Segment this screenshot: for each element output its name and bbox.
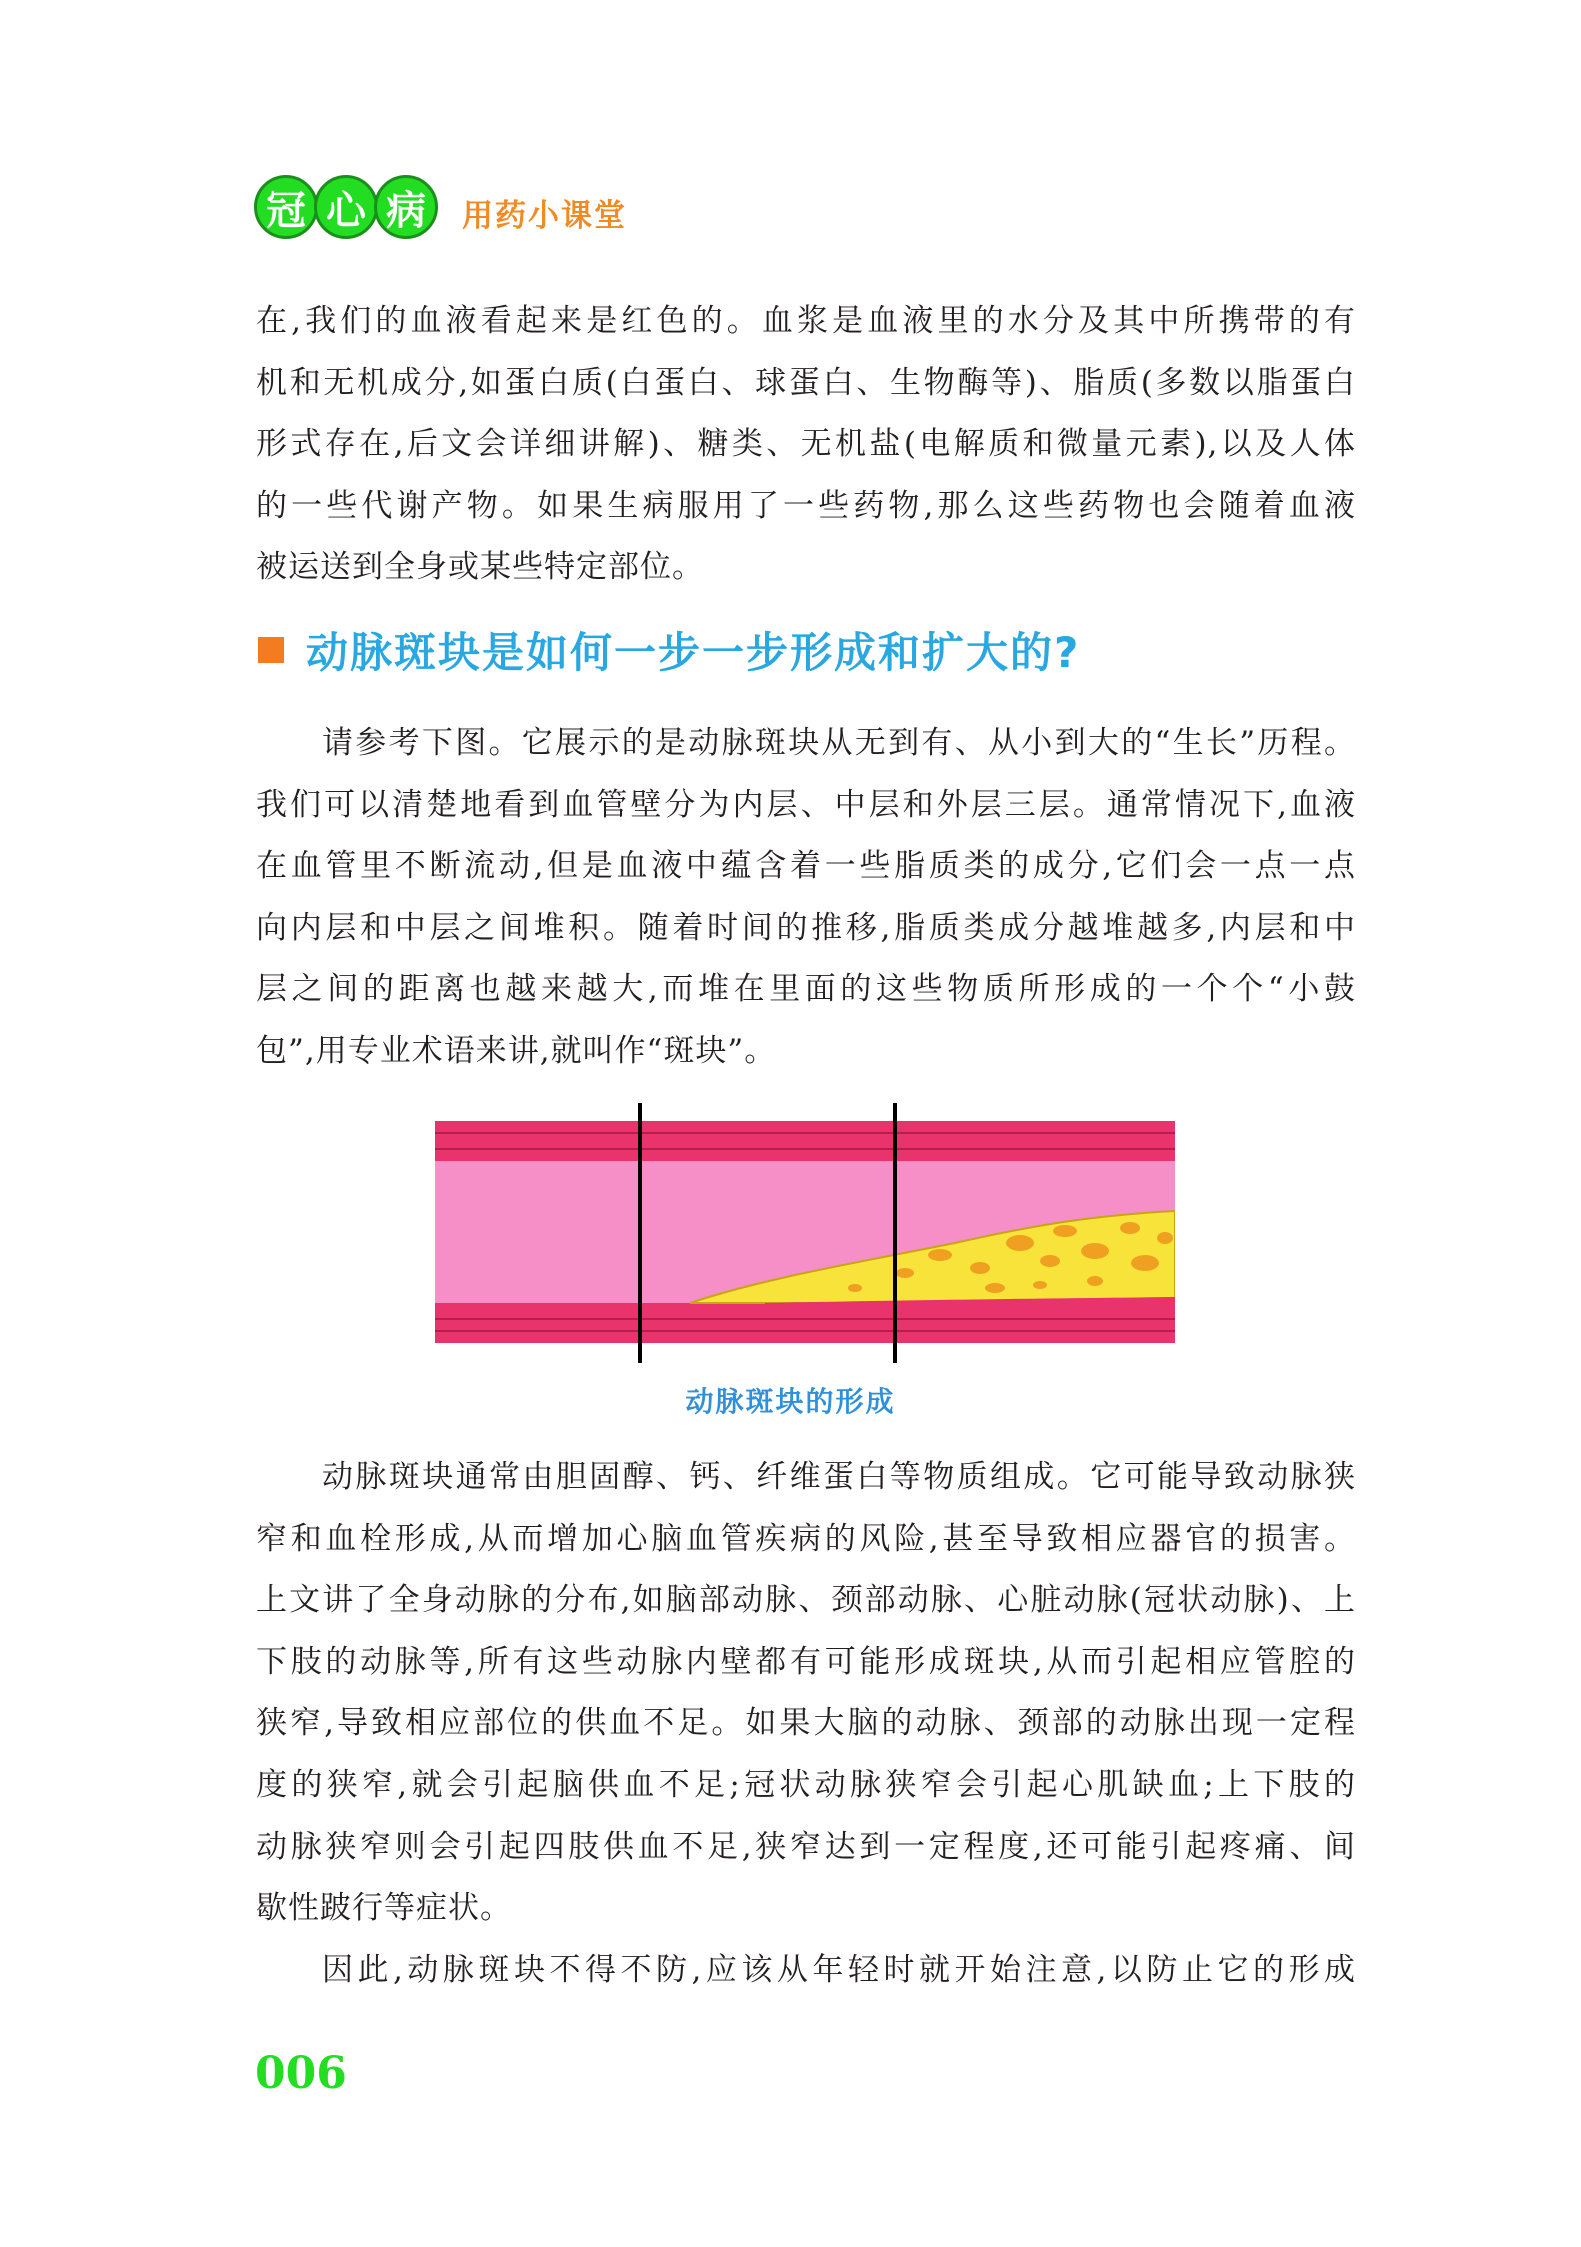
figure-caption: 动脉斑块的形成 [685,1385,896,1418]
book-header-logo [254,172,627,242]
text-line: 向内层和中层之间堆积。随着时间的推移,脂质类成分越堆越多,内层和中 [256,909,1356,946]
text-line: 在血管里不断流动,但是血液中蕴含着一些脂质类的成分,它们会一点一点 [256,848,1356,885]
logo-char: 病 [374,175,438,239]
square-bullet-icon [258,637,284,663]
paragraph-3 [256,1447,1356,1940]
vessel-wall-top [435,1121,1175,1161]
paragraph-2 [256,713,1356,1083]
text-line: 因此,动脉斑块不得不防,应该从年轻时就开始注意,以防止它的形成 [322,1952,1356,1988]
section-heading-text: 动脉斑块是如何一步一步形成和扩大的? [306,628,1081,677]
logo-title [254,175,434,239]
logo-subtitle: 用药小课堂 [462,197,627,234]
text-line: 我们可以清楚地看到血管壁分为内层、中层和外层三层。通常情况下,血液 [256,786,1356,823]
paragraph-1 [256,291,1356,599]
text-line: 动脉斑块通常由胆固醇、钙、纤维蛋白等物质组成。它可能导致动脉狭 [322,1459,1356,1495]
text-line: 窄和血栓形成,从而增加心脑血管疾病的风险,甚至导致相应器官的损害。 [256,1520,1356,1557]
text-line: 歇性跛行等症状。 [256,1890,512,1927]
logo-char: 心 [314,175,378,239]
section-heading [258,620,1080,680]
text-line: 层之间的距离也越来越大,而堆在里面的这些物质所形成的一个个“小鼓 [256,971,1356,1008]
text-line: 机和无机成分,如蛋白质(白蛋白、球蛋白、生物酶等)、脂质(多数以脂蛋白 [256,364,1356,401]
text-line: 的一些代谢产物。如果生病服用了一些药物,那么这些药物也会随着血液 [256,487,1356,524]
text-line: 形式存在,后文会详细讲解)、糖类、无机盐(电解质和微量元素),以及人体 [256,426,1356,463]
artery-plaque-illustration [435,1103,1175,1363]
logo-char: 冠 [254,175,318,239]
text-line: 度的狭窄,就会引起脑供血不足;冠状动脉狭窄会引起心肌缺血;上下肢的 [256,1766,1356,1803]
text-line: 被运送到全身或某些特定部位。 [256,549,704,586]
text-line: 请参考下图。它展示的是动脉斑块从无到有、从小到大的“生长”历程。 [322,725,1356,761]
vessel-wall-bottom [435,1303,1175,1343]
text-line: 下肢的动脉等,所有这些动脉内壁都有可能形成斑块,从而引起相应管腔的 [256,1643,1356,1680]
page-number: 006 [255,2048,347,2099]
text-line: 上文讲了全身动脉的分布,如脑部动脉、颈部动脉、心脏动脉(冠状动脉)、上 [256,1582,1356,1619]
text-line: 在,我们的血液看起来是红色的。血浆是血液里的水分及其中所携带的有 [256,303,1356,339]
paragraph-4 [256,1940,1356,2002]
text-line: 狭窄,导致相应部位的供血不足。如果大脑的动脉、颈部的动脉出现一定程 [256,1705,1356,1742]
text-line: 动脉狭窄则会引起四肢供血不足,狭窄达到一定程度,还可能引起疼痛、间 [256,1828,1356,1865]
text-line: 包”,用专业术语来讲,就叫作“斑块”。 [256,1032,777,1069]
